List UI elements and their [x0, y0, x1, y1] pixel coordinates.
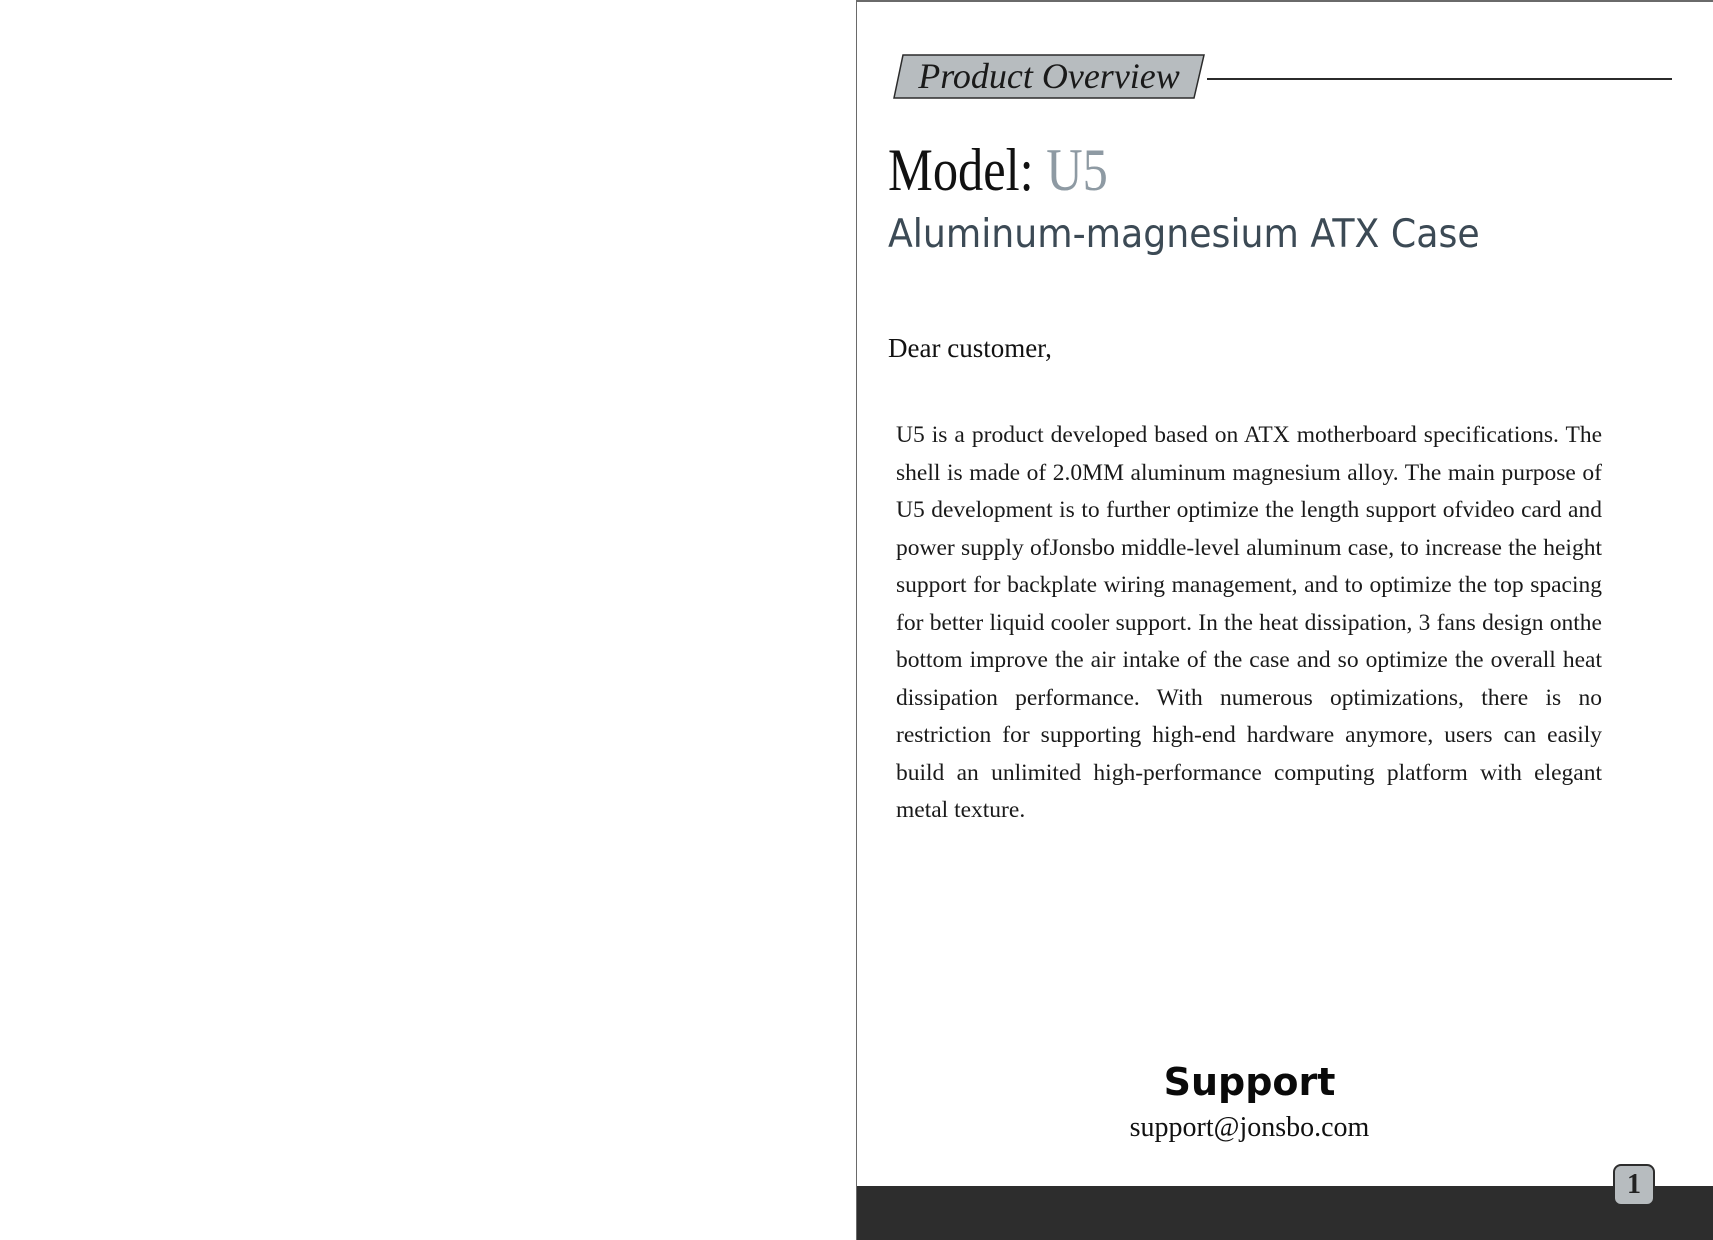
- product-description: U5 is a product developed based on ATX motherboard specifications. The shell is made of 2.0MM aluminum magnesium alloy. The main purpose of U5 development is to further optimize the length support ofvideo card and power supply ofJonsbo middle-level aluminum case, to increase the height support for backplate wiring management, and to optimize the top spacing for better liquid cooler support. In the heat dissipation, 3 fans design onthe bottom improve the air intake of the case and so optimize the overall heat dissipation performance. With numerous optimizations, there is no restriction for supporting high-end hardware anymore, users can easily build an unlimited high-performance computing platform with elegant metal texture.: [896, 422, 1602, 823]
- product-subtitle: Aluminum-magnesium ATX Case: [888, 212, 1480, 257]
- support-email[interactable]: support@jonsbo.com: [1129, 1112, 1370, 1143]
- page-top-border: [857, 0, 1713, 2]
- footer-bar: [857, 1186, 1713, 1240]
- model-heading: [888, 132, 1108, 208]
- page-number-badge: 1: [1613, 1164, 1655, 1206]
- section-tab: [893, 54, 1205, 99]
- greeting: Dear customer,: [888, 333, 1052, 363]
- model-name: U5: [1046, 137, 1108, 203]
- section-divider: [1207, 78, 1672, 80]
- support-heading: Support: [1163, 1060, 1336, 1104]
- section-title: Product Overview: [918, 56, 1180, 96]
- model-prefix: Model:: [888, 137, 1047, 203]
- manual-page: [856, 0, 1713, 1240]
